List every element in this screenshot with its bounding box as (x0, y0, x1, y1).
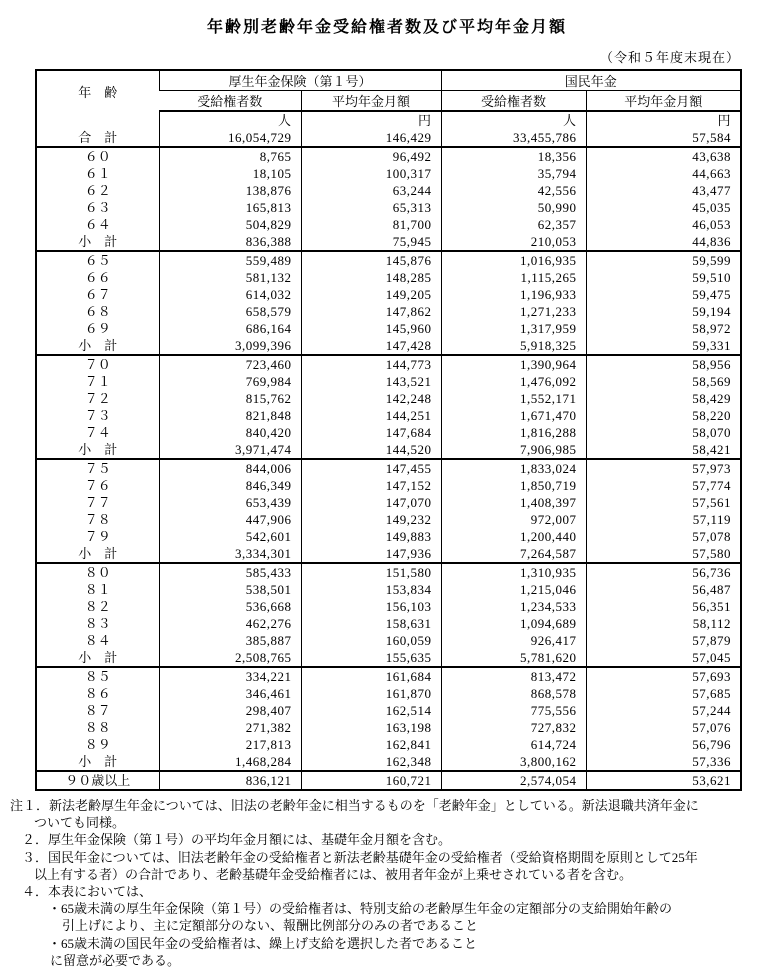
value-cell: 1,234,533 (441, 598, 586, 615)
value-cell: 46,053 (586, 216, 741, 233)
footnote-line: 以上有する者）の合計であり、老齢基礎年金受給権者には、被用者年金が上乗せされている者を含む。 (34, 866, 633, 882)
value-cell: 462,276 (159, 615, 301, 632)
table-header (36, 70, 741, 111)
value-cell: 145,876 (301, 251, 441, 269)
age-label-cell: ８６ (84, 686, 111, 701)
value-cell: 147,862 (301, 303, 441, 320)
value-cell: 346,461 (159, 685, 301, 702)
value-cell: 846,349 (159, 477, 301, 494)
value-cell: 447,906 (159, 511, 301, 528)
value-cell: 57,244 (586, 702, 741, 719)
footnote-line: ４．本表においては、 (22, 884, 153, 900)
value-cell: 59,331 (586, 337, 741, 355)
value-cell: 148,285 (301, 269, 441, 286)
age-label-cell: 小 計 (36, 441, 159, 459)
value-cell: 844,006 (159, 459, 301, 477)
age-label-cell: ７１ (84, 374, 111, 389)
value-cell: 868,578 (441, 685, 586, 702)
value-cell: 836,121 (159, 771, 301, 790)
value-cell: 1,476,092 (441, 373, 586, 390)
kokumin-recipients-header: 受給権者数 (441, 91, 586, 112)
age-label-cell: ７２ (84, 391, 111, 406)
value-cell: 271,382 (159, 719, 301, 736)
value-cell: 56,487 (586, 581, 741, 598)
value-cell: 160,721 (301, 771, 441, 790)
over90-row (36, 771, 741, 790)
value-cell: 44,663 (586, 165, 741, 182)
value-cell: 334,221 (159, 667, 301, 685)
value-cell: 57,336 (586, 753, 741, 771)
age-row (36, 598, 741, 615)
age-label-cell: ８９ (84, 737, 111, 752)
value-cell: 75,945 (301, 233, 441, 251)
age-label-cell: ６７ (84, 287, 111, 302)
age-label-cell: ７５ (84, 461, 111, 476)
kokumin-average-header: 平均年金月額 (586, 91, 741, 112)
age-row (36, 494, 741, 511)
value-cell: 658,579 (159, 303, 301, 320)
value-cell: 538,501 (159, 581, 301, 598)
age-row (36, 390, 741, 407)
unit-label: 人 (563, 113, 577, 128)
value-cell: 3,099,396 (159, 337, 301, 355)
value-cell: 1,310,935 (441, 563, 586, 581)
value-cell: 57,774 (586, 477, 741, 494)
value-cell: 727,832 (441, 719, 586, 736)
value-cell: 1,115,265 (441, 269, 586, 286)
age-label-cell: ７８ (84, 512, 111, 527)
value-cell: 2,508,765 (159, 649, 301, 667)
subtotal-row (36, 337, 741, 355)
value-cell: 1,408,397 (441, 494, 586, 511)
age-row (36, 459, 741, 477)
value-cell: 160,059 (301, 632, 441, 649)
age-label-cell: ８２ (84, 599, 111, 614)
value-cell: 155,635 (301, 649, 441, 667)
kosei-nenkin-group-header: 厚生年金保険（第１号） (159, 70, 441, 91)
value-cell: 18,356 (441, 147, 586, 165)
footnote-line: ・65歳未満の国民年金の受給権者は、繰上げ支給を選択した者であること (48, 935, 478, 951)
value-cell: 144,773 (301, 355, 441, 373)
value-cell: 56,736 (586, 563, 741, 581)
total-row-label: 合 計 (36, 111, 159, 147)
age-label-cell: 小 計 (36, 337, 159, 355)
value-cell: 57,693 (586, 667, 741, 685)
value-cell: 63,244 (301, 182, 441, 199)
date-note: （令和５年度末現在） (599, 50, 740, 65)
age-row (36, 615, 741, 632)
value-cell: 723,460 (159, 355, 301, 373)
age-label-cell: 小 計 (36, 233, 159, 251)
kosei-recipients-header: 受給権者数 (159, 91, 301, 112)
value-cell: 50,990 (441, 199, 586, 216)
value-cell: 57,685 (586, 685, 741, 702)
total-value-cell (159, 111, 301, 147)
age-label-cell: ７９ (84, 529, 111, 544)
age-row (36, 477, 741, 494)
value-cell: 43,477 (586, 182, 741, 199)
age-row (36, 199, 741, 216)
age-row (36, 702, 741, 719)
value-cell: 42,556 (441, 182, 586, 199)
age-row (36, 736, 741, 753)
age-label-cell: ６９ (84, 321, 111, 336)
value-cell: 147,070 (301, 494, 441, 511)
value-cell: 81,700 (301, 216, 441, 233)
total-value: 57,584 (692, 130, 732, 145)
value-cell: 1,016,935 (441, 251, 586, 269)
unit-label: 円 (418, 113, 432, 128)
value-cell: 1,215,046 (441, 581, 586, 598)
footnotes (0, 797, 774, 969)
value-cell: 162,841 (301, 736, 441, 753)
subtotal-row (36, 649, 741, 667)
age-row (36, 632, 741, 649)
age-row (36, 424, 741, 441)
value-cell: 3,800,162 (441, 753, 586, 771)
value-cell: 165,813 (159, 199, 301, 216)
age-label-cell: ６２ (84, 183, 111, 198)
value-cell: 1,317,959 (441, 320, 586, 337)
value-cell: 1,833,024 (441, 459, 586, 477)
value-cell: 769,984 (159, 373, 301, 390)
value-cell: 1,200,440 (441, 528, 586, 545)
value-cell: 972,007 (441, 511, 586, 528)
age-label-cell: ６６ (84, 270, 111, 285)
kosei-average-header: 平均年金月額 (301, 91, 441, 112)
age-label-cell: 小 計 (36, 753, 159, 771)
value-cell: 7,906,985 (441, 441, 586, 459)
age-label-cell: ８５ (84, 669, 111, 684)
age-row (36, 251, 741, 269)
value-cell: 840,420 (159, 424, 301, 441)
footnote-line: 注１．新法老齢厚生年金については、旧法の老齢年金に相当するものを「老齢年金」としている。新法退職共済年金に (10, 798, 699, 813)
age-label-cell: ７６ (84, 478, 111, 493)
value-cell: 7,264,587 (441, 545, 586, 563)
value-cell: 45,035 (586, 199, 741, 216)
value-cell: 147,684 (301, 424, 441, 441)
age-label-cell: ７４ (84, 425, 111, 440)
value-cell: 143,521 (301, 373, 441, 390)
age-label-cell: 小 計 (36, 545, 159, 563)
age-label-cell: ８３ (84, 616, 111, 631)
value-cell: 147,428 (301, 337, 441, 355)
value-cell: 504,829 (159, 216, 301, 233)
value-cell: 58,112 (586, 615, 741, 632)
age-column-header: 年 齢 (78, 84, 118, 100)
value-cell: 100,317 (301, 165, 441, 182)
value-cell: 142,248 (301, 390, 441, 407)
value-cell: 161,870 (301, 685, 441, 702)
unit-label: 人 (277, 113, 292, 128)
age-label-cell: ６４ (84, 217, 111, 232)
value-cell: 57,078 (586, 528, 741, 545)
value-cell: 57,879 (586, 632, 741, 649)
total-value-cell (586, 111, 741, 147)
value-cell: 161,684 (301, 667, 441, 685)
value-cell: 35,794 (441, 165, 586, 182)
value-cell: 59,194 (586, 303, 741, 320)
value-cell: 926,417 (441, 632, 586, 649)
page-title: 年齢別老齢年金受給権者数及び平均年金月額 (206, 19, 567, 36)
pension-table (35, 69, 742, 791)
age-row (36, 303, 741, 320)
value-cell: 5,918,325 (441, 337, 586, 355)
footnote-line: ・65歳未満の厚生年金保険（第１号）の受給権者は、特別支給の老齢厚生年金の定額部分の支給開始年齢の (48, 901, 673, 917)
age-row (36, 581, 741, 598)
value-cell: 58,972 (586, 320, 741, 337)
age-label-cell: ７３ (84, 408, 111, 423)
age-row (36, 286, 741, 303)
value-cell: 298,407 (159, 702, 301, 719)
value-cell: 1,094,689 (441, 615, 586, 632)
total-value-cell (301, 111, 441, 147)
total-value: 33,455,786 (513, 130, 577, 145)
footnote-line: ２．厚生年金保険（第１号）の平均年金月額には、基礎年金月額を含む。 (22, 832, 452, 848)
value-cell: 2,574,054 (441, 771, 586, 790)
value-cell: 59,599 (586, 251, 741, 269)
value-cell: 1,816,288 (441, 424, 586, 441)
value-cell: 1,390,964 (441, 355, 586, 373)
value-cell: 614,032 (159, 286, 301, 303)
value-cell: 815,762 (159, 390, 301, 407)
age-label-cell: ８１ (84, 582, 111, 597)
value-cell: 144,520 (301, 441, 441, 459)
value-cell: 149,883 (301, 528, 441, 545)
value-cell: 1,468,284 (159, 753, 301, 771)
subtotal-row (36, 233, 741, 251)
age-label-cell: ６５ (84, 253, 111, 268)
footnote-line: に留意が必要である。 (50, 952, 181, 968)
age-row (36, 563, 741, 581)
age-row (36, 373, 741, 390)
age-row (36, 407, 741, 424)
value-cell: 821,848 (159, 407, 301, 424)
value-cell: 138,876 (159, 182, 301, 199)
value-cell: 57,561 (586, 494, 741, 511)
subtotal-row (36, 441, 741, 459)
total-value: 16,054,729 (228, 130, 292, 145)
age-row (36, 269, 741, 286)
value-cell: 653,439 (159, 494, 301, 511)
age-row (36, 667, 741, 685)
age-row (36, 355, 741, 373)
value-cell: 775,556 (441, 702, 586, 719)
value-cell: 58,569 (586, 373, 741, 390)
value-cell: 385,887 (159, 632, 301, 649)
subtotal-row (36, 545, 741, 563)
value-cell: 53,621 (586, 771, 741, 790)
age-row (36, 685, 741, 702)
value-cell: 57,119 (586, 511, 741, 528)
age-row (36, 147, 741, 165)
value-cell: 581,132 (159, 269, 301, 286)
value-cell: 536,668 (159, 598, 301, 615)
value-cell: 44,836 (586, 233, 741, 251)
value-cell: 3,334,301 (159, 545, 301, 563)
footnote-line: ３．国民年金については、旧法老齢年金の受給権者と新法老齢基礎年金の受給権者（受給資格期間を原則として25年 (22, 849, 698, 865)
value-cell: 8,765 (159, 147, 301, 165)
age-row (36, 182, 741, 199)
age-label-cell: ８４ (84, 633, 111, 648)
footnote-line: 引上げにより、主に定額部分のない、報酬比例部分のみの者であること (62, 918, 479, 934)
value-cell: 59,510 (586, 269, 741, 286)
age-label-cell: ８０ (84, 565, 111, 580)
table-body (36, 111, 741, 790)
value-cell: 56,351 (586, 598, 741, 615)
value-cell: 1,271,233 (441, 303, 586, 320)
value-cell: 147,936 (301, 545, 441, 563)
age-label-cell: ７０ (84, 357, 111, 372)
value-cell: 57,973 (586, 459, 741, 477)
value-cell: 18,105 (159, 165, 301, 182)
age-row (36, 216, 741, 233)
value-cell: 542,601 (159, 528, 301, 545)
unit-label: 円 (717, 113, 732, 128)
value-cell: 158,631 (301, 615, 441, 632)
value-cell: 145,960 (301, 320, 441, 337)
value-cell: 153,834 (301, 581, 441, 598)
value-cell: 5,781,620 (441, 649, 586, 667)
value-cell: 57,580 (586, 545, 741, 563)
subtotal-row (36, 753, 741, 771)
value-cell: 3,971,474 (159, 441, 301, 459)
value-cell: 614,724 (441, 736, 586, 753)
age-label-cell: ６０ (84, 149, 111, 164)
age-label-cell: ６３ (84, 200, 111, 215)
value-cell: 59,475 (586, 286, 741, 303)
value-cell: 147,152 (301, 477, 441, 494)
value-cell: 217,813 (159, 736, 301, 753)
value-cell: 151,580 (301, 563, 441, 581)
age-row (36, 528, 741, 545)
total-value-cell (441, 111, 586, 147)
value-cell: 162,514 (301, 702, 441, 719)
value-cell: 144,251 (301, 407, 441, 424)
age-label-cell: 小 計 (36, 649, 159, 667)
value-cell: 56,796 (586, 736, 741, 753)
age-label-cell: ６８ (84, 304, 111, 319)
value-cell: 58,429 (586, 390, 741, 407)
value-cell: 1,552,171 (441, 390, 586, 407)
value-cell: 57,045 (586, 649, 741, 667)
value-cell: 210,053 (441, 233, 586, 251)
value-cell: 58,070 (586, 424, 741, 441)
value-cell: 1,850,719 (441, 477, 586, 494)
value-cell: 58,421 (586, 441, 741, 459)
total-row (36, 111, 741, 147)
value-cell: 585,433 (159, 563, 301, 581)
age-label-cell: ８７ (84, 703, 111, 718)
footnote-line: ついても同様。 (34, 815, 126, 831)
age-label-cell: ８８ (84, 720, 111, 735)
value-cell: 62,357 (441, 216, 586, 233)
total-value: 146,429 (385, 130, 432, 145)
value-cell: 686,164 (159, 320, 301, 337)
age-row (36, 511, 741, 528)
age-row (36, 719, 741, 736)
value-cell: 43,638 (586, 147, 741, 165)
age-label-cell: ７７ (84, 495, 111, 510)
value-cell: 58,220 (586, 407, 741, 424)
value-cell: 149,232 (301, 511, 441, 528)
value-cell: 57,076 (586, 719, 741, 736)
value-cell: 58,956 (586, 355, 741, 373)
age-row (36, 320, 741, 337)
age-row (36, 165, 741, 182)
value-cell: 836,388 (159, 233, 301, 251)
age-label-cell: ９０歳以上 (65, 773, 131, 788)
value-cell: 65,313 (301, 199, 441, 216)
value-cell: 96,492 (301, 147, 441, 165)
value-cell: 147,455 (301, 459, 441, 477)
kokumin-nenkin-group-header: 国民年金 (441, 70, 741, 91)
value-cell: 559,489 (159, 251, 301, 269)
age-label-cell: ６１ (84, 166, 111, 181)
value-cell: 162,348 (301, 753, 441, 771)
value-cell: 1,196,933 (441, 286, 586, 303)
value-cell: 1,671,470 (441, 407, 586, 424)
value-cell: 149,205 (301, 286, 441, 303)
value-cell: 813,472 (441, 667, 586, 685)
value-cell: 156,103 (301, 598, 441, 615)
value-cell: 163,198 (301, 719, 441, 736)
